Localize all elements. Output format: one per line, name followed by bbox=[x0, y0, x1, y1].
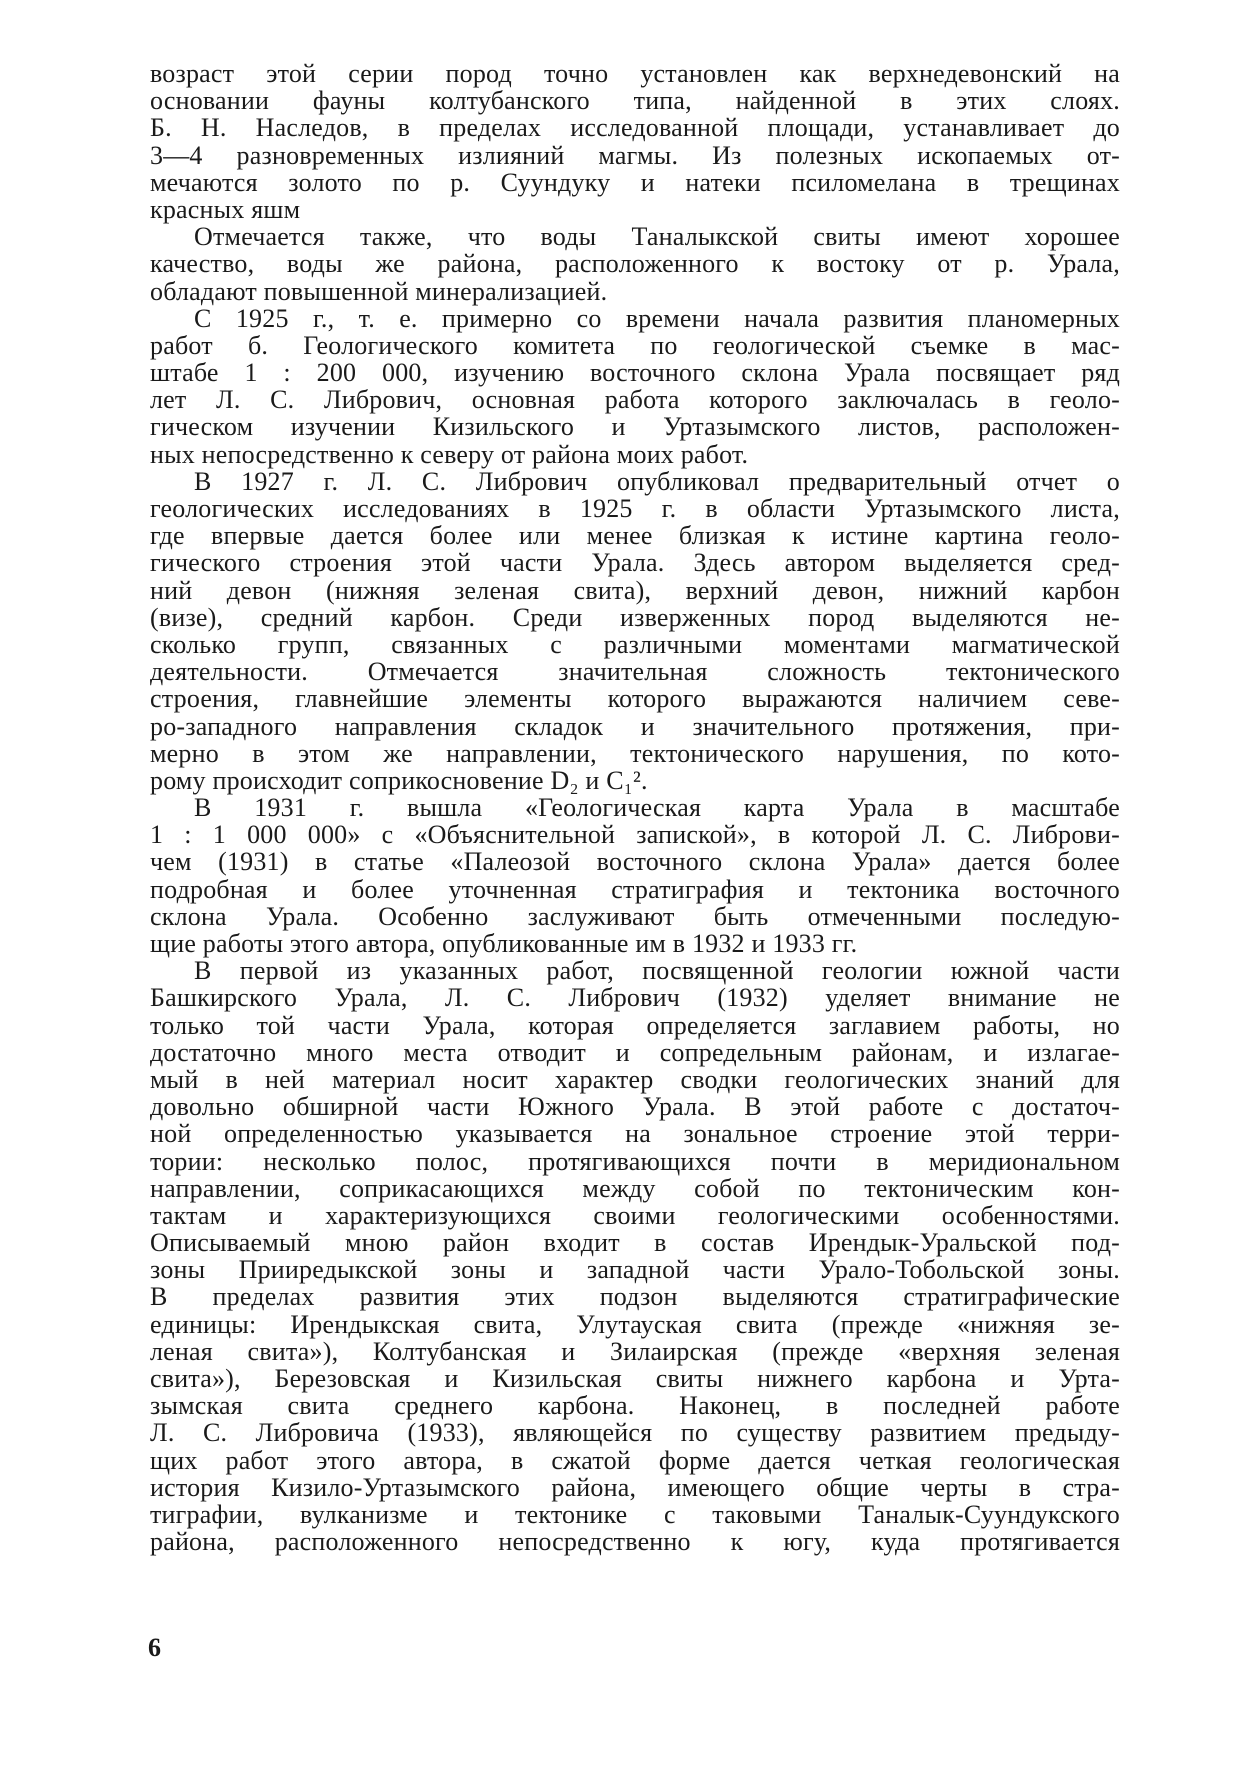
text-line: С 1925 г., т. е. примерно со времени начала развития планомерных bbox=[194, 303, 1120, 333]
text-line: (визе), средний карбон. Среди изверженных пород выделяются не- bbox=[150, 602, 1120, 632]
text-line: направлении, соприкасающихся между собой по тектоническим кон- bbox=[150, 1173, 1120, 1203]
text-line: тории: несколько полос, протягивающихся почти в меридиональном bbox=[150, 1146, 1120, 1176]
text-line: довольно обширной части Южного Урала. В этой работе с достаточ- bbox=[150, 1092, 1120, 1122]
text-line: тактам и характеризующихся своими геологическими особенностями. bbox=[150, 1200, 1120, 1230]
text-line: гическом изучении Кизильского и Уртазымского листов, расположен- bbox=[150, 412, 1120, 442]
text-line: подробная и более уточненная стратиграфия и тектоника восточного bbox=[150, 874, 1120, 904]
text-line: В первой из указанных работ, посвященной геологии южной части bbox=[194, 956, 1120, 986]
text-line: единицы: Ирендыкская свита, Улутауская свита (прежде «нижняя зе- bbox=[150, 1309, 1120, 1339]
text-line: мый в ней материал носит характер сводки геологических знаний для bbox=[150, 1064, 1120, 1094]
page-body bbox=[150, 60, 1120, 1555]
text-line: только той части Урала, которая определяется заглавием работы, но bbox=[150, 1010, 1120, 1040]
text-line: Отмечается также, что воды Таналыкской свиты имеют хорошее bbox=[194, 222, 1120, 252]
text-line: Л. С. Либровича (1933), являющейся по существу развитием предыду- bbox=[150, 1418, 1120, 1448]
text-line: гического строения этой части Урала. Здесь автором выделяется сред- bbox=[150, 548, 1120, 578]
text-line: обладают повышенной минерализацией. bbox=[150, 276, 608, 306]
text-line: свита»), Березовская и Кизильская свиты нижнего карбона и Урта- bbox=[150, 1364, 1120, 1393]
text-line: Описываемый мною район входит в состав Ирендык-Уральской под- bbox=[150, 1228, 1120, 1258]
text-line: района, расположенного непосредственно к югу, куда протягивается bbox=[150, 1527, 1120, 1557]
text-line: ро-западного направления складок и значительного протяжения, при- bbox=[150, 711, 1120, 741]
text-line: возраст этой серии пород точно установлен как верхнедевонский на bbox=[150, 59, 1120, 88]
text-line: леная свита»), Колтубанская и Зилаирская (прежде «верхняя зеленая bbox=[150, 1336, 1120, 1366]
text-line: щие работы этого автора, опубликованные им в 1932 и 1933 гг. bbox=[150, 929, 858, 958]
text-line: история Кизило-Уртазымского района, имеющего общие черты в стра- bbox=[150, 1472, 1120, 1502]
text-line: В 1927 г. Л. С. Либрович опубликовал предварительный отчет о bbox=[194, 466, 1120, 496]
text-line: чем (1931) в статье «Палеозой восточного склона Урала» дается более bbox=[150, 847, 1120, 877]
text-line: качество, воды же района, расположенного к востоку от р. Урала, bbox=[150, 249, 1120, 279]
text-line: ной определенностью указывается на зональное строение этой терри- bbox=[150, 1119, 1120, 1149]
text-line: щих работ этого автора, в сжатой форме дается четкая геологическая bbox=[150, 1445, 1120, 1475]
text-line: где впервые дается более или менее близкая к истине картина геоло- bbox=[150, 521, 1120, 551]
text-line: деятельности. Отмечается значительная сложность тектонического bbox=[150, 657, 1120, 687]
text-line: склона Урала. Особенно заслуживают быть отмеченными последую- bbox=[150, 901, 1120, 931]
text-line: основании фауны колтубанского типа, найденной в этих слоях. bbox=[150, 86, 1120, 116]
text-line: достаточно много места отводит и сопредельным районам, и излагае- bbox=[150, 1037, 1120, 1067]
text-line: ных непосредственно к северу от района моих работ. bbox=[150, 439, 749, 469]
page-number: 6 bbox=[148, 1633, 161, 1662]
text-line: В 1931 г. вышла «Геологическая карта Урала в масштабе bbox=[194, 793, 1120, 823]
text-line: работ б. Геологического комитета по геологической съемке в мас- bbox=[150, 330, 1120, 360]
text-line: Б. Н. Наследов, в пределах исследованной площади, устанавливает до bbox=[150, 113, 1120, 143]
text-line: красных яшм bbox=[150, 194, 301, 224]
text-line: мерно в этом же направлении, тектонического нарушения, по кото- bbox=[150, 738, 1120, 768]
text-line: 3—4 разновременных излияний магмы. Из полезных ископаемых от- bbox=[150, 140, 1120, 170]
text-line: лет Л. С. Либрович, основная работа которого заключалась в геоло- bbox=[150, 385, 1120, 415]
text-line: геологических исследованиях в 1925 г. в области Уртазымского листа, bbox=[150, 494, 1120, 523]
text-line: Башкирского Урала, Л. С. Либрович (1932) уделяет внимание не bbox=[150, 983, 1120, 1013]
text-line: В пределах развития этих подзон выделяются стратиграфические bbox=[150, 1282, 1120, 1312]
text-line: 1 : 1 000 000» с «Объяснительной запиской», в которой Л. С. Либрови- bbox=[150, 820, 1120, 850]
text-line: рому происходит соприкосновение D₂ и C₁². bbox=[150, 765, 648, 795]
text-line: зымская свита среднего карбона. Наконец, в последней работе bbox=[150, 1391, 1120, 1421]
text-line: строения, главнейшие элементы которого выражаются наличием севе- bbox=[150, 684, 1120, 714]
text-line: ний девон (нижняя зеленая свита), верхний девон, нижний карбон bbox=[150, 575, 1120, 605]
text-line: зоны Прииредыкской зоны и западной части Урало-Тобольской зоны. bbox=[150, 1255, 1120, 1285]
text-line: штабе 1 : 200 000, изучению восточного склона Урала посвящает ряд bbox=[150, 358, 1120, 388]
text-line: тиграфии, вулканизме и тектонике с таковыми Таналык-Суундукского bbox=[150, 1499, 1120, 1529]
text-line: сколько групп, связанных с различными моментами магматической bbox=[150, 629, 1120, 659]
text-line: мечаются золото по р. Суундуку и натеки псиломелана в трещинах bbox=[150, 167, 1120, 197]
